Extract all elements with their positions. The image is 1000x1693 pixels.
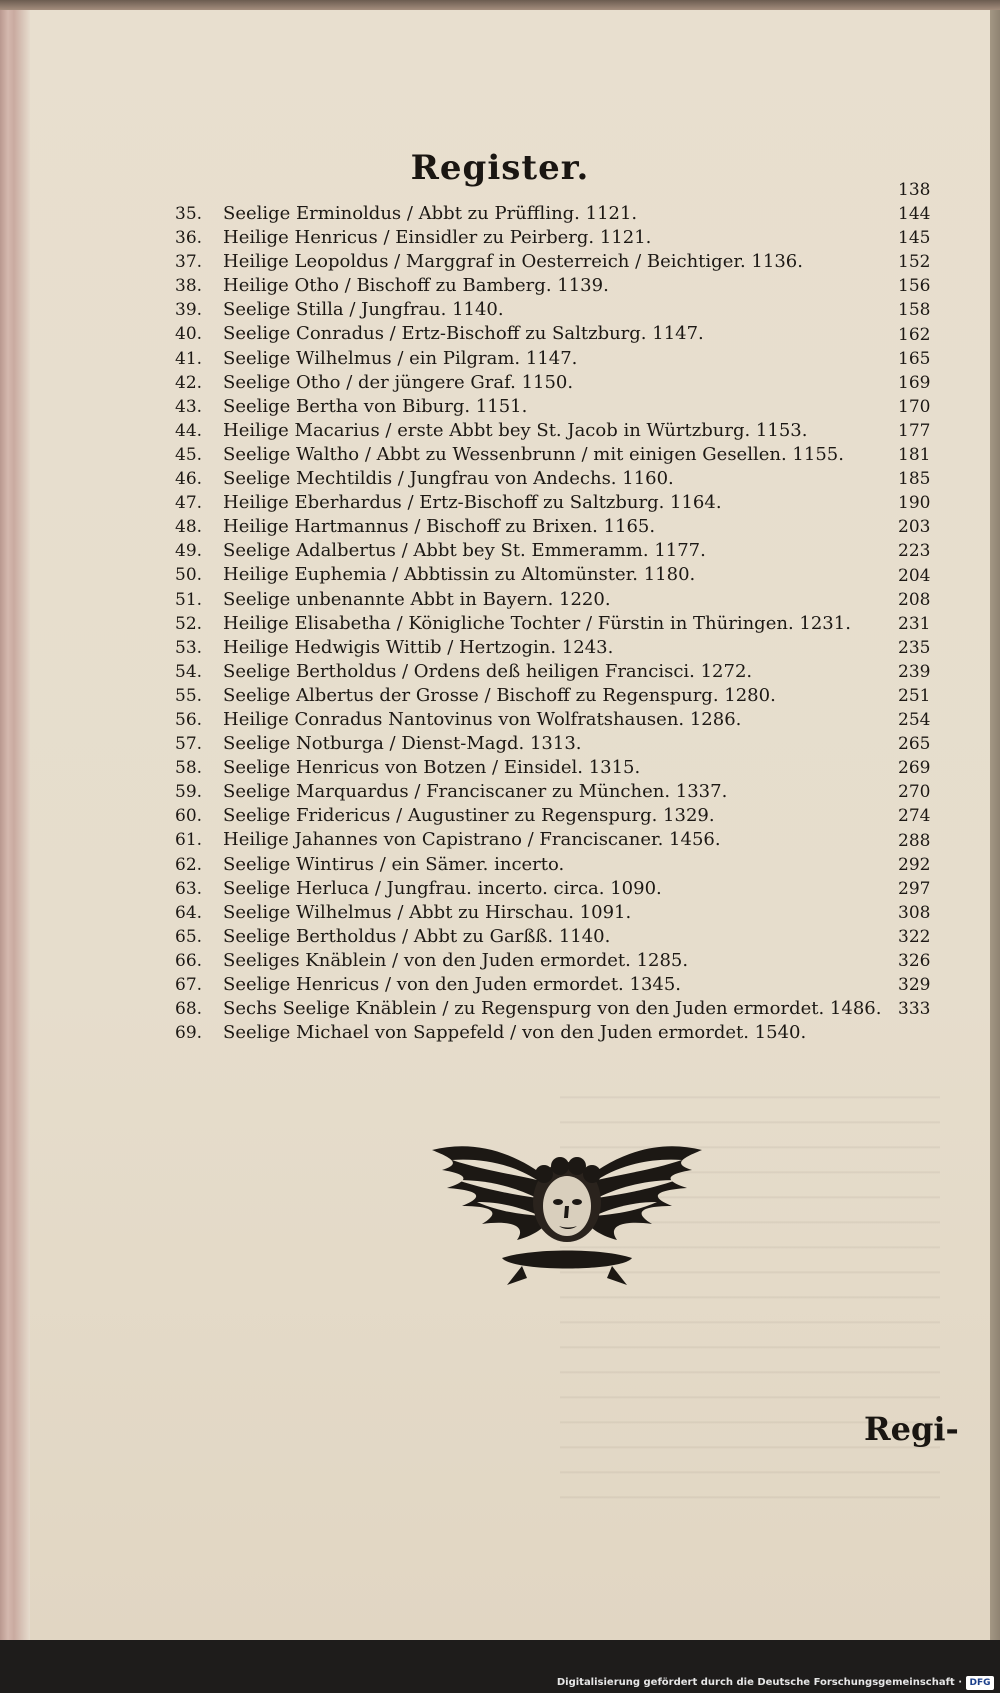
page-number: 223 xyxy=(898,541,931,562)
page-number: 138 xyxy=(898,180,931,200)
entry-number: 45. xyxy=(175,444,203,465)
page-number: 208 xyxy=(898,589,931,610)
register-entry xyxy=(175,250,935,274)
entry-number: 52. xyxy=(175,613,203,634)
register-entry xyxy=(175,1021,935,1045)
page-number: 145 xyxy=(898,228,931,249)
page-number: 144 xyxy=(898,204,931,225)
entry-number: 62. xyxy=(175,854,203,875)
page-number: 231 xyxy=(898,613,931,634)
page-number: 170 xyxy=(898,396,931,417)
entry-text: Heilige Otho / Bischoff zu Bamberg. 1139. xyxy=(223,275,609,297)
register-entry xyxy=(175,708,935,732)
page-number: 165 xyxy=(898,348,931,369)
entry-text: Seelige Fridericus / Augustiner zu Regenspurg. 1329. xyxy=(223,805,715,827)
entry-number: 48. xyxy=(175,517,203,538)
entry-number: 42. xyxy=(175,372,203,393)
page-number: 177 xyxy=(898,420,931,441)
register-entry xyxy=(175,202,935,226)
entry-number: 67. xyxy=(175,975,203,995)
entry-text: Seelige Adalbertus / Abbt bey St. Emmeramm. 1177. xyxy=(223,540,706,562)
register-entry xyxy=(175,997,935,1021)
entry-text: Heilige Elisabetha / Königliche Tochter / Fürstin in Thüringen. 1231. xyxy=(223,612,851,634)
entry-number: 63. xyxy=(175,878,203,899)
page-number: 308 xyxy=(898,902,931,923)
entry-text: Heilige Euphemia / Abbtissin zu Altomünster. 1180. xyxy=(223,564,696,586)
entry-number: 61. xyxy=(175,830,203,851)
page-number: 254 xyxy=(898,710,931,731)
entry-number: 47. xyxy=(175,493,203,514)
entry-text: Seelige Marquardus / Franciscaner zu München. 1337. xyxy=(223,781,728,803)
register-entry xyxy=(175,973,935,997)
page-number: 270 xyxy=(898,782,931,803)
entry-number: 50. xyxy=(175,565,203,586)
entry-text: Seelige Stilla / Jungfrau. 1140. xyxy=(223,299,504,321)
entry-number: 64. xyxy=(175,902,203,923)
entry-text: Seelige Notburga / Dienst-Magd. 1313. xyxy=(223,733,582,755)
entry-text: Heilige Leopoldus / Marggraf in Oesterreich / Beichtiger. 1136. xyxy=(223,251,803,273)
page-number: 251 xyxy=(898,685,931,706)
entry-number: 46. xyxy=(175,469,203,490)
entry-text: Seelige Bertha von Biburg. 1151. xyxy=(223,395,528,417)
entry-number: 65. xyxy=(175,926,203,947)
entry-text: Seelige Wilhelmus / ein Pilgram. 1147. xyxy=(223,347,578,369)
register-entry xyxy=(175,588,935,612)
entry-text: Seelige Henricus von Botzen / Einsidel. 1315. xyxy=(223,757,641,779)
entry-text: Seelige Albertus der Grosse / Bischoff zu Regenspurg. 1280. xyxy=(223,684,776,706)
entry-number: 39. xyxy=(175,300,203,321)
entry-text: Seelige Waltho / Abbt zu Wessenbrunn / mit einigen Gesellen. 1155. xyxy=(223,443,844,465)
page-number: 162 xyxy=(898,324,931,345)
register-entry xyxy=(175,395,935,419)
page-number: 235 xyxy=(898,637,931,658)
entry-number: 58. xyxy=(175,758,203,779)
entry-text: Seelige Wilhelmus / Abbt zu Hirschau. 1091. xyxy=(223,901,632,923)
register-entry xyxy=(175,853,935,877)
page-number: 185 xyxy=(898,469,931,490)
register-entry xyxy=(175,322,935,346)
dfg-logo: DFG xyxy=(966,1676,994,1690)
catchword: Regi- xyxy=(864,1410,959,1448)
register-entries xyxy=(175,202,935,1045)
register-entry xyxy=(175,491,935,515)
register-entry xyxy=(175,684,935,708)
page-number: 152 xyxy=(898,252,931,273)
register-entry xyxy=(175,274,935,298)
entry-text: Seelige Conradus / Ertz-Bischoff zu Saltzburg. 1147. xyxy=(223,323,704,345)
page-number: 322 xyxy=(898,926,931,947)
register-entry xyxy=(175,539,935,563)
entry-number: 36. xyxy=(175,228,203,249)
register-entry xyxy=(175,636,935,660)
entry-number: 66. xyxy=(175,950,203,971)
page-number: 269 xyxy=(898,758,931,779)
page-number: 329 xyxy=(898,975,931,996)
entry-text: Sechs Seelige Knäblein / zu Regenspurg von den Juden ermordet. 1486. xyxy=(223,998,882,1020)
entry-number: 40. xyxy=(175,324,203,345)
entry-text: Seelige Bertholdus / Ordens deß heiligen Francisci. 1272. xyxy=(223,660,753,682)
register-entry xyxy=(175,443,935,467)
entry-text: Heilige Conradus Nantovinus von Wolfratshausen. 1286. xyxy=(223,708,742,730)
cherub-ornament xyxy=(432,1140,702,1285)
entry-number: 44. xyxy=(175,420,203,441)
page-number: 288 xyxy=(898,830,931,851)
page-heading: Register. xyxy=(410,148,590,188)
entry-number: 54. xyxy=(175,661,203,682)
register-entry xyxy=(175,780,935,804)
entry-number: 69. xyxy=(175,1023,203,1044)
register-entry xyxy=(175,877,935,901)
entry-text: Seelige Mechtildis / Jungfrau von Andechs. 1160. xyxy=(223,468,674,490)
entry-text: Heilige Eberhardus / Ertz-Bischoff zu Saltzburg. 1164. xyxy=(223,492,722,514)
entry-number: 49. xyxy=(175,541,203,562)
page-top-edge xyxy=(0,0,1000,10)
entry-text: Heilige Henricus / Einsidler zu Peirberg. 1121. xyxy=(223,227,652,249)
entry-number: 38. xyxy=(175,276,203,297)
register-entry xyxy=(175,612,935,636)
register-entry xyxy=(175,563,935,587)
entry-text: Heilige Hedwigis Wittib / Hertzogin. 1243. xyxy=(223,636,614,658)
page-number: 297 xyxy=(898,878,931,899)
entry-number: 60. xyxy=(175,806,203,827)
entry-number: 51. xyxy=(175,589,203,610)
footer-credit: Digitalisierung gefördert durch die Deutsche Forschungsgemeinschaft · xyxy=(556,1677,962,1688)
register-entry xyxy=(175,298,935,322)
register-entry xyxy=(175,371,935,395)
entry-text: Seelige Wintirus / ein Sämer. incerto. xyxy=(223,853,565,875)
page-number: 181 xyxy=(898,445,931,466)
entry-text: Seelige Henricus / von den Juden ermordet. 1345. xyxy=(223,974,682,995)
entry-text: Seelige Michael von Sappefeld / von den Juden ermordet. 1540. xyxy=(223,1022,807,1044)
entry-text: Seelige Bertholdus / Abbt zu Garßß. 1140. xyxy=(223,925,611,947)
entry-text: Seelige Otho / der jüngere Graf. 1150. xyxy=(223,371,574,393)
page-number: 203 xyxy=(898,517,931,538)
page-number: 326 xyxy=(898,951,931,971)
page-number: 156 xyxy=(898,276,931,297)
entry-number: 57. xyxy=(175,734,203,755)
register-entry xyxy=(175,347,935,371)
entry-text: Seelige unbenannte Abbt in Bayern. 1220. xyxy=(223,588,611,610)
entry-text: Heilige Macarius / erste Abbt bey St. Jacob in Würtzburg. 1153. xyxy=(223,419,808,441)
register-entry xyxy=(175,949,935,973)
register-entry xyxy=(175,732,935,756)
entry-number: 41. xyxy=(175,348,203,369)
page-number: 265 xyxy=(898,734,931,755)
page-number: 333 xyxy=(898,999,931,1020)
entry-number: 56. xyxy=(175,709,203,730)
register-entry xyxy=(175,828,935,852)
entry-text: Seelige Herluca / Jungfrau. incerto. circa. 1090. xyxy=(223,877,662,899)
register-entry xyxy=(175,419,935,443)
entry-number: 68. xyxy=(175,999,203,1020)
entry-number: 43. xyxy=(175,396,203,417)
entry-number: 59. xyxy=(175,782,203,803)
page-number: 239 xyxy=(898,661,931,682)
entry-text: Seelige Erminoldus / Abbt zu Prüffling. 1121. xyxy=(223,203,638,224)
page-number: 190 xyxy=(898,493,931,514)
entry-number: 55. xyxy=(175,685,203,706)
page-number: 158 xyxy=(898,300,931,321)
entry-number: 53. xyxy=(175,637,203,658)
register-entry xyxy=(175,467,935,491)
entry-number: 35. xyxy=(175,204,203,224)
page-number: 274 xyxy=(898,806,931,827)
page-number: 292 xyxy=(898,854,931,875)
entry-text: Heilige Hartmannus / Bischoff zu Brixen. 1165. xyxy=(223,516,656,538)
register-entry xyxy=(175,756,935,780)
entry-text: Seeliges Knäblein / von den Juden ermordet. 1285. xyxy=(223,949,689,971)
page-number: 204 xyxy=(898,565,931,586)
register-entry xyxy=(175,660,935,684)
digitization-footer xyxy=(0,1674,1000,1693)
entry-number: 37. xyxy=(175,252,203,273)
register-entry xyxy=(175,226,935,250)
register-entry xyxy=(175,515,935,539)
entry-text: Heilige Jahannes von Capistrano / Franciscaner. 1456. xyxy=(223,829,721,851)
register-entry xyxy=(175,925,935,949)
page-number: 169 xyxy=(898,372,931,393)
register-entry xyxy=(175,804,935,828)
register-entry xyxy=(175,901,935,925)
page-number-column xyxy=(898,178,948,1021)
